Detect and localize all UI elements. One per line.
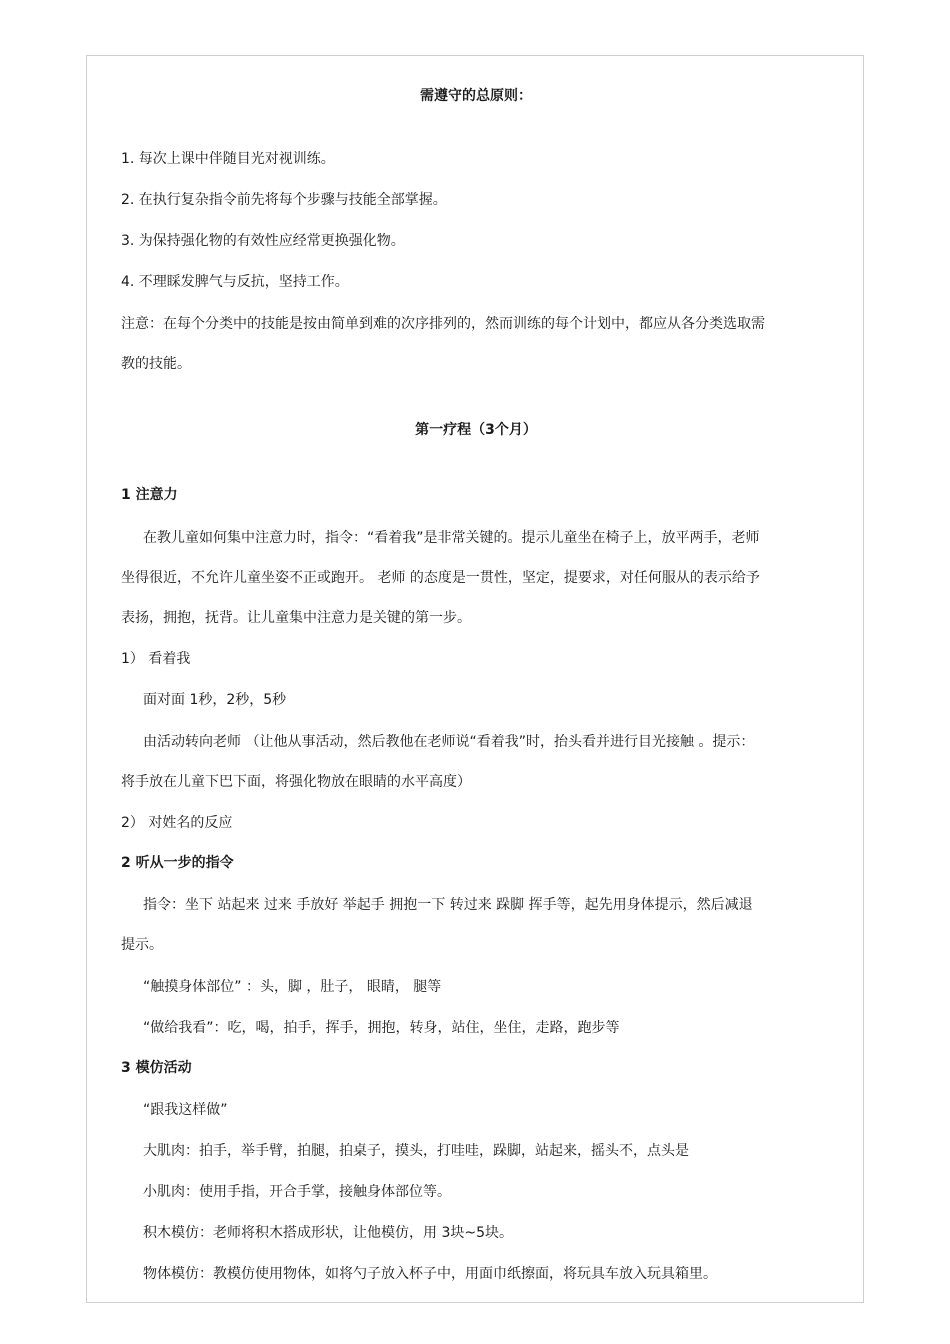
principle-4: 4. 不理睬发脾气与反抗，坚持工作。: [121, 274, 349, 290]
section-2-para-line-2: 提示。: [121, 937, 163, 953]
section-2-show-me: “做给我看”：吃，喝，拍手，挥手，拥抱，转身，站住，坐住，走路，跑步等: [143, 1020, 620, 1036]
section-1-item-2: 2） 对姓名的反应: [121, 815, 233, 831]
section-2-para-line-1: 指令：坐下 站起来 过来 手放好 举起手 拥抱一下 转过来 跺脚 挥手等，起先用身体提示，然后减退: [143, 897, 753, 913]
section-1-para-line-2: 坐得很近，不允许儿童坐姿不正或跑开。 老师 的态度是一贯性，坚定，提要求，对任何服从的表示给予: [121, 570, 760, 586]
section-1-title: 1 注意力: [121, 487, 178, 503]
principle-2: 2. 在执行复杂指令前先将每个步骤与技能全部掌握。: [121, 192, 447, 208]
section-1-item-1-b-line-1: 由活动转向老师 （让他从事活动，然后教他在老师说“看着我”时，抬头看并进行目光接触 。提示：: [143, 734, 755, 750]
section-1-para-line-3: 表扬，拥抱，抚背。让儿童集中注意力是关键的第一步。: [121, 610, 471, 626]
section-3-block-imitation: 积木模仿：老师将积木搭成形状，让他模仿，用 3块~5块。: [143, 1225, 513, 1241]
section-3-gross-motor: 大肌肉：拍手，举手臂，拍腿，拍桌子，摸头，打哇哇，跺脚，站起来，摇头不，点头是: [143, 1143, 689, 1159]
section-2-touch-body: “触摸身体部位” ：头，脚 ，肚子， 眼睛， 腿等: [143, 979, 442, 995]
section-3-do-like-me: “跟我这样做”: [143, 1102, 228, 1118]
section-1-item-1: 1） 看着我: [121, 651, 191, 667]
principles-heading: 需遵守的总原则：: [420, 88, 532, 104]
principle-3: 3. 为保持强化物的有效性应经常更换强化物。: [121, 233, 405, 249]
principle-1: 1. 每次上课中伴随目光对视训练。: [121, 151, 335, 167]
note-line-1: 注意：在每个分类中的技能是按由简单到难的次序排列的，然而训练的每个计划中，都应从各分类选取需: [121, 316, 765, 332]
section-2-title: 2 听从一步的指令: [121, 855, 234, 871]
note-line-2: 教的技能。: [121, 356, 191, 372]
section-3-fine-motor: 小肌肉：使用手指，开合手掌，接触身体部位等。: [143, 1184, 451, 1200]
section-1-item-1-b-line-2: 将手放在儿童下巴下面，将强化物放在眼睛的水平高度）: [121, 774, 471, 790]
document-page: [86, 55, 864, 1303]
course-title: 第一疗程（3个月）: [415, 422, 537, 438]
section-3-object-imitation: 物体模仿：教模仿使用物体，如将勺子放入杯子中，用面巾纸擦面，将玩具车放入玩具箱里。: [143, 1266, 717, 1282]
section-1-para-line-1: 在教儿童如何集中注意力时，指令：“看着我”是非常关键的。提示儿童坐在椅子上，放平两手，老师: [143, 530, 760, 546]
section-3-title: 3 模仿活动: [121, 1060, 192, 1076]
section-1-item-1-a: 面对面 1秒，2秒，5秒: [143, 692, 287, 708]
